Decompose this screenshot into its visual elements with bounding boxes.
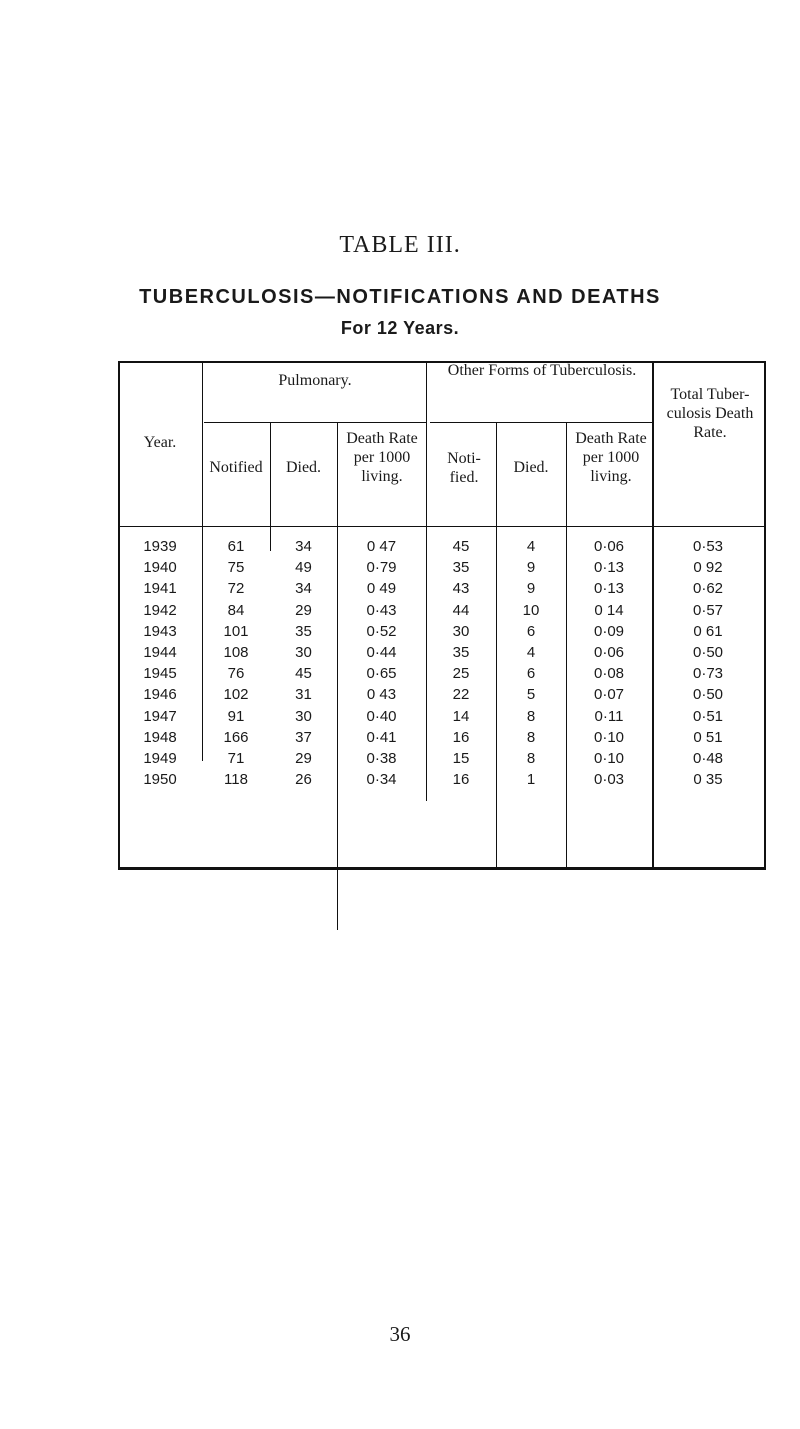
cell-pul-rate: 0·40 — [366, 707, 397, 725]
table-row — [118, 623, 766, 644]
col-rule-notified — [270, 423, 271, 551]
cell-pul-rate: 0 49 — [366, 580, 397, 598]
cell-pul-died: 30 — [295, 707, 312, 725]
cell-oth-notified: 14 — [452, 707, 470, 725]
cell-oth-died: 5 — [526, 686, 536, 704]
cell-pul-died: 29 — [295, 750, 312, 767]
cell-year: 1946 — [143, 686, 177, 704]
table-row — [118, 771, 766, 792]
cell-oth-rate: 0·10 — [593, 728, 625, 746]
cell-total: 0·53 — [692, 538, 724, 555]
cell-year: 1943 — [143, 622, 177, 640]
cell-pul-died: 26 — [295, 771, 312, 789]
cell-oth-notified: 45 — [452, 538, 470, 555]
other-group-rule — [430, 422, 652, 423]
header-total: Total Tuber- culosis Death Rate. — [666, 386, 754, 441]
cell-total: 0·73 — [692, 665, 724, 683]
cell-oth-notified: 22 — [452, 686, 470, 704]
table-row — [118, 559, 766, 580]
cell-pul-rate: 0·38 — [366, 750, 397, 767]
cell-oth-notified: 15 — [452, 750, 470, 767]
table-label: TABLE III. — [339, 232, 461, 258]
pulmonary-group-rule — [204, 422, 426, 423]
cell-oth-notified: 35 — [452, 559, 470, 577]
cell-oth-notified: 44 — [452, 601, 470, 619]
cell-pul-died: 34 — [295, 538, 312, 555]
cell-pul-died: 29 — [295, 601, 312, 619]
cell-oth-died: 8 — [526, 707, 536, 725]
cell-oth-rate: 0·08 — [593, 665, 625, 683]
cell-oth-died: 6 — [526, 665, 536, 683]
cell-pul-rate: 0·65 — [366, 665, 397, 683]
cell-total: 0·51 — [692, 707, 724, 725]
cell-oth-died: 10 — [522, 601, 540, 619]
cell-pul-died: 35 — [295, 622, 312, 640]
cell-pul-notified: 108 — [223, 644, 249, 661]
cell-total: 0·62 — [692, 580, 724, 598]
cell-oth-died: 6 — [526, 622, 536, 640]
cell-total: 0 35 — [693, 771, 723, 789]
cell-pul-died: 49 — [295, 559, 312, 577]
table-row — [118, 708, 766, 729]
cell-oth-died: 8 — [526, 728, 536, 746]
cell-pul-notified: 101 — [223, 622, 249, 640]
header-oth-rate: Death Rate per 1000 living. — [575, 430, 647, 485]
cell-year: 1945 — [143, 665, 177, 683]
cell-pul-notified: 72 — [227, 580, 245, 598]
cell-pul-notified: 102 — [223, 686, 249, 704]
cell-oth-notified: 16 — [452, 728, 470, 746]
cell-total: 0·57 — [692, 601, 724, 619]
table-row — [118, 580, 766, 601]
cell-oth-notified: 43 — [452, 580, 470, 598]
cell-pul-died: 31 — [295, 686, 312, 704]
cell-pul-notified: 61 — [227, 538, 245, 555]
cell-year: 1947 — [143, 707, 177, 725]
header-bottom-rule — [118, 526, 766, 527]
table-row — [118, 602, 766, 623]
page-subtitle: For 12 Years. — [340, 318, 460, 338]
cell-pul-notified: 91 — [227, 707, 245, 725]
table-row — [118, 686, 766, 707]
cell-year: 1939 — [143, 538, 177, 555]
cell-pul-notified: 75 — [227, 559, 245, 577]
cell-pul-rate: 0·34 — [366, 771, 397, 789]
cell-oth-died: 8 — [526, 750, 536, 767]
cell-oth-notified: 35 — [452, 644, 470, 661]
cell-oth-rate: 0·10 — [593, 750, 625, 767]
cell-pul-rate: 0·43 — [366, 601, 397, 619]
cell-oth-notified: 30 — [452, 622, 470, 640]
cell-total: 0 51 — [693, 728, 723, 746]
cell-oth-rate: 0 14 — [594, 601, 624, 619]
header-oth-died: Died. — [513, 459, 549, 476]
cell-total: 0·50 — [692, 686, 724, 704]
cell-pul-notified: 166 — [223, 728, 249, 746]
cell-total: 0 92 — [693, 559, 723, 577]
cell-pul-died: 45 — [295, 665, 312, 683]
cell-oth-rate: 0·13 — [593, 559, 625, 577]
cell-year: 1944 — [143, 644, 177, 661]
cell-oth-rate: 0·11 — [594, 707, 624, 725]
cell-oth-rate: 0·13 — [593, 580, 625, 598]
table-row — [118, 538, 766, 559]
cell-total: 0 61 — [693, 622, 723, 640]
table-row — [118, 729, 766, 750]
cell-pul-died: 37 — [295, 728, 312, 746]
table-row — [118, 665, 766, 686]
cell-year: 1950 — [143, 771, 177, 789]
cell-oth-rate: 0·07 — [593, 686, 625, 704]
cell-pul-died: 34 — [295, 580, 312, 598]
cell-pul-died: 30 — [295, 644, 312, 661]
cell-oth-rate: 0·06 — [593, 644, 625, 661]
cell-total: 0·48 — [692, 750, 724, 767]
cell-oth-rate: 0·09 — [593, 622, 625, 640]
table-row — [118, 750, 766, 771]
cell-year: 1949 — [143, 750, 177, 767]
cell-pul-rate: 0·44 — [366, 644, 397, 661]
header-pul-notified: Notified — [209, 459, 263, 476]
header-other-forms: Other Forms of Tuberculosis. — [447, 362, 637, 379]
header-pul-rate: Death Rate per 1000 living. — [346, 430, 418, 485]
table-bottom-rule — [118, 867, 766, 870]
page-title: TUBERCULOSIS—NOTIFICATIONS AND DEATHS — [139, 286, 661, 308]
cell-year: 1940 — [143, 559, 177, 577]
tuberculosis-table — [118, 361, 766, 871]
header-pulmonary: Pulmonary. — [278, 372, 352, 389]
table-row — [118, 644, 766, 665]
cell-year: 1941 — [143, 580, 177, 598]
cell-pul-rate: 0·52 — [366, 622, 397, 640]
cell-oth-died: 9 — [526, 580, 536, 598]
cell-pul-notified: 71 — [227, 750, 245, 767]
header-oth-notified: Noti- fied. — [447, 450, 481, 486]
cell-year: 1948 — [143, 728, 177, 746]
cell-total: 0·50 — [692, 644, 724, 661]
header-pul-died: Died. — [285, 459, 322, 476]
cell-pul-rate: 0·41 — [366, 728, 397, 746]
cell-oth-died: 4 — [526, 538, 536, 555]
cell-oth-rate: 0·06 — [593, 538, 625, 555]
cell-oth-died: 1 — [526, 771, 536, 789]
cell-oth-notified: 25 — [452, 665, 470, 683]
page-number: 36 — [389, 1322, 411, 1346]
header-year: Year. — [143, 434, 177, 451]
cell-pul-rate: 0·79 — [366, 559, 397, 577]
cell-pul-rate: 0 47 — [366, 538, 397, 555]
cell-oth-notified: 16 — [452, 771, 470, 789]
cell-oth-died: 4 — [526, 644, 536, 661]
cell-pul-rate: 0 43 — [366, 686, 397, 704]
cell-oth-rate: 0·03 — [593, 771, 625, 789]
cell-pul-notified: 76 — [227, 665, 245, 683]
cell-pul-notified: 84 — [227, 601, 245, 619]
cell-oth-died: 9 — [526, 559, 536, 577]
cell-pul-notified: 118 — [224, 771, 248, 789]
cell-year: 1942 — [143, 601, 177, 619]
